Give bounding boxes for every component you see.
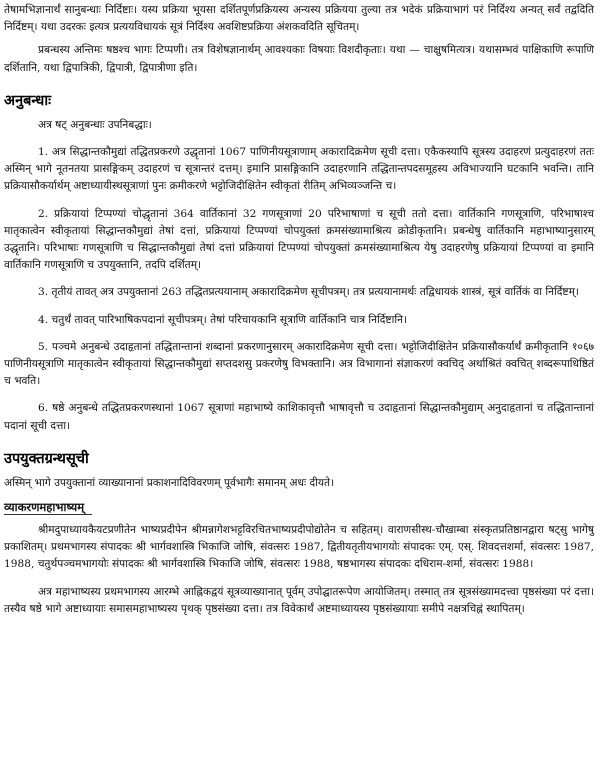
anubandha-item-3: 3. तृतीयं तावत् अत्र उपयुक्तानां 263 तद्धितप्रत्ययानाम् अकारादिक्रमेण सूचीपत्रम्। तत्र प्रत्ययानामर्थः तद्विधायकं शास्त्रं, सूत्रं वार्तिकं वा निर्दिष्टम्। [38,286,579,299]
document-page [4,2,594,618]
anubandha-item-5: 5. पञ्चमे अनुबन्धे उदाहृतानां तद्धितान्तानां शब्दानां प्रकरणानुसारम् अकारादिक्रमेण सूची दत्ता। भट्टोजिदीक्षितेन प्रक्रियासौकर्यार्थं क्रमीकृतानि १०६७ पाणिनीयसूत्राणि मातृकात्वेन स्वीकृतायां सिद्धान्तकौमुद्यां सप्तदशसु प्रकरणेषु विभक्तानि। अत्र विभागानां संज्ञाकरणं क्वचिद् अर्थाश्रितं क्वचित् शब्दरूपाधिष्ठितं च भवति। [4,340,594,388]
section-heading-anubandhah: अनुबन्धाः [4,92,52,109]
paragraph-anubandha-note: तेषामभिज्ञानार्थं सानुबन्धाः निर्दिष्टाः। यस्य प्रक्रिया भूयसा दर्शितपूर्णप्रक्रियस्य अन्यस्य प्रक्रियया तुल्या तत्र भदेकं प्रक्रियाभागं परं निर्दिश्य अन्यत् सर्वं तद्वदिति निर्दिष्टम्। यथा उदरकः इत्यत्र प्रत्ययविधायकं सूत्रं निर्दिश्य अवशिष्टप्रक्रिया अंशकवदिति सूचितम्। [4,4,594,34]
anubandha-item-4: 4. चतुर्थं तावत् पारिभाषिकपदानां सूचीपत्रम्। तेषां परिचायकानि सूत्राणि वार्तिकानि चात्र निर्दिष्टानि। [38,313,407,326]
section2-intro: अस्मिन् भागे उपयुक्तानां व्याख्यानानां प्रकाशनादिविवरणम् पूर्वभागैः समानम् अधः दीयते। [4,476,335,489]
paragraph-tippani-note: प्रबन्धस्य अन्तिमः षष्ठश्च भागः टिप्पणी। तत्र विशेषज्ञानार्थम् आवश्यकाः विषयाः विशदीकृताः। यथा — चाक्षुषमित्यत्र। यथासम्भवं पाक्षिकाणि रूपाणि दर्शितानि, यथा द्विपात्रिकी, द्विपात्री, द्विपात्रीणा इति। [4,44,594,74]
anubandha-item-1: 1. अत्र सिद्धान्तकौमुद्यां तद्धितप्रकरणे उद्धृतानां 1067 पाणिनीयसूत्राणाम् अकारादिक्रमेण सूची दत्ता। एकैकस्यापि सूत्रस्य उदाहरणं प्रत्युदाहरणं ततः अस्मिन् भागे नूतनतया प्रासङ्गिकम् उदाहरणं च सूत्रान्तरं दत्तम्। इमानि प्रासङ्गिकानि उदाहरणानि तद्धितान्तपदसमूहस्य अविभाज्यानि घटकानि भवन्ति। तानि प्रक्रियासौकर्यार्थम् अष्टाध्यायीस्थसूत्राणां पुनः क्रमीकरणे भट्टोजिदीक्षितेन स्वीकृतां रीतिम् अभिव्यञ्जन्ति च। [4,146,594,193]
bibliography-note-mahabhashya: अत्र महाभाष्यस्य प्रथमभागस्य आरम्भे आह्निकद्वयं सूत्रव्याख्यानात् पूर्वम् उपोद्घातरूपेण आयोजितम्। तस्मात् तत्र सूत्रसंख्यामदत्त्वा पृष्ठसंख्या परं दत्ता। तस्यैव षष्ठे भागे अष्टाध्यायाः समासमहाभाष्यस्य पृथक् पृष्ठसंख्या दत्ता। तत्र विवेकार्थं अष्टमाध्यायस्य पृष्ठसंख्यायाः समीपे नक्षत्रचिह्नं स्थापितम्। [4,585,594,615]
anubandha-item-2: 2. प्रक्रियायां टिप्पण्यां चोद्धृतानां 364 वार्तिकानां 32 गणसूत्राणां 20 परिभाषाणां च सूची ततो दत्ता। वार्तिकानि गणसूत्राणि, परिभाषाश्च मातृकात्वेन स्वीकृतायां सिद्धान्तकौमुद्यां तेषां दत्तां, प्रक्रियायां टिप्पण्यां चोपयुक्तां क्रमसंख्यामाश्रित्य क्रोडीकृतानि। प्रबन्धेषु वार्तिकानि महाभाष्यानुसारम् उद्धृतानि। परिभाषाः गणसूत्राणि च सिद्धान्तकौमुद्यां तेषां दत्तां प्रक्रियायां टिप्पण्यां चोपयुक्तां क्रमसंख्यामाश्रित्य येषु उदाहरणेषु प्रक्रियायां टिप्पण्यां वा इमानि वार्तिकानि गणसूत्राणि च उपयुक्तानि, तदपि दर्शितम्। [4,207,594,272]
section1-intro: अत्र षट् अनुबन्धाः उपनिबद्धाः। [38,118,152,131]
bibliography-entry-mahabhashya: श्रीमदुपाध्यायकैयटप्रणीतेन भाष्यप्रदीपेन श्रीमन्नागेशभट्टविरचितभाष्यप्रदीपोद्योतेन च सहितम्। वाराणसीस्थ-चौखाम्बा संस्कृतप्रतिष्ठानद्वारा षट्सु भागेषु प्रकाशितम्। प्रथमभागस्य संपादकः श्री भार्गवशास्त्रि भिकाजि जोषि, संवत्सरः 1987, द्वितीयतृतीयभागयोः संपादकः एम्. एस्. शिवदत्तशर्मा, संवत्सरः 1987, 1988, चतुर्थपञ्चमभागयोः संपादकः श्री भार्गवशास्त्रि भिकाजि जोषि, संवत्सरः 1988, षष्ठभागस्य संपादकः दधिराम-शर्मा, संवत्सरः 1988। [4,524,594,571]
subheading-mahabhashya: व्याकरणमहाभाष्यम् [4,500,85,515]
anubandha-item-6: 6. षष्ठे अनुबन्धे तद्धितप्रकरणस्थानां 1067 सूत्राणां महाभाष्ये काशिकावृत्तौ भाषावृत्तौ च उदाहृतानां सिद्धान्तकौमुद्याम् अनुदाहृतानां च तद्धितान्तानां पदानां सूची दत्ता। [4,402,594,432]
section-heading-bibliography: उपयुक्तग्रन्थसूची [4,450,89,467]
